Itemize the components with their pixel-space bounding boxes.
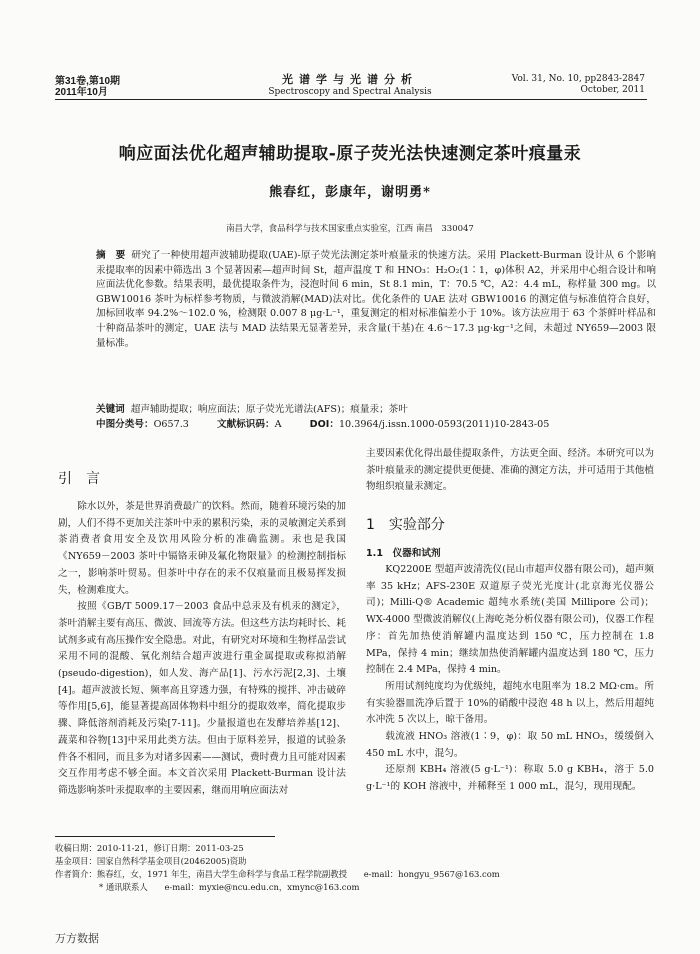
received-dates: 收稿日期：2010-11-21，修订日期：2011-03-25 [55,843,244,853]
intro-continuation-text: 主要因素优化得出最佳提取条件，方法更全面、经济。本研究可以为茶叶痕量汞的测定提供更便捷、准确的测定方法，并可适用于其他植物组织痕量汞测定。 [366,448,654,493]
volume-line: 第31卷,第10期 [55,76,121,87]
doi-value: 10.3964/j.issn.1000-0593(2011)10-2843-05 [338,419,550,430]
citation-line: Vol. 31, No. 10, pp2843-2847 [511,74,645,84]
footnotes [55,842,655,894]
abstract-text: 研究了一种使用超声波辅助提取(UAE)-原子荧光法测定茶叶痕量汞的快速方法。采用 Plackett-Burman 设计从 6 个影响汞提取率的因素中筛选出 3 个显著因素—超声时间 St，超声温度 T 和 HNO₃：H₂O₂(1∶1，φ)体积 A2，并采用中心组合设计和响应面法优化参数。结果表明，最优提取条件为，浸泡时间 6 min，St 8.1 min，T：70.5 ℃，A2：4.4 mL，称样量 300 mg。以 GBW10016 茶叶为标样参考物质，与微波消解(MAD)法对比。优化条件的 UAE 法对 GBW10016 的测定值与标准值符合良好，加标回收率 94.2%～102.0 %，检测限 0.007 8 μg·L⁻¹，重复测定的相对标准偏差小于 10%。该方法应用于 63 个茶鲜叶样品和十种商品茶叶的测定，UAE 法与 MAD 法结果无显著差异，汞含量(干基)在 4.6～17.3 μg·kg⁻¹之间，未超过 NY659—2003 限量标准。 [96,250,657,349]
footnote-rule [55,836,275,837]
intro-heading: 引 言 [58,471,100,487]
affiliation: 南昌大学，食品科学与技术国家重点实验室，江西 南昌 330047 [226,224,474,234]
doi-label: DOI： [309,419,339,430]
keywords-text: 超声辅助提取；响应面法；原子荧光光谱法(AFS)；痕量汞；茶叶 [130,404,408,415]
author-bio: 作者简介：熊春红，女，1971 年生，南昌大学生命科学与食品工程学院副教授 e-mail：hongyu_9567@163.com [55,869,500,879]
intro-paragraph-2: 按照《GB/T 5009.17－2003 食品中总汞及有机汞的测定》，茶叶消解主要有高压、微波、回流等方法。但这些方法均耗时长、耗试剂多或有高压操作安全隐患。对此，有研究对环境和生物样品尝试采用不同的混酸、氧化剂结合超声波进行重金属提取或称拟消解(pseudo-digestion)，如人发、海产品[1]、污水污泥[2,3]、土壤[4]。超声波波长短、频率高且穿透力强，有特殊的搅拌、冲击破碎等作用[5,6]，能显著提高固体物料中组分的提取效率，简化提取步骤、降低溶剂消耗及污染[7-11]。少量报道也在发酵培养基[12]、蔬菜和谷物[13]中采用此类方法。但由于原料差异，报道的试验条件各不相同，而且多为对诸多因素——测试，费时费力且可能对因素交互作用考虑不够全面。本文首次采用 Plackett-Burman 设计法筛选影响茶叶汞提取率的主要因素，继而用响应面法对 [58,601,346,796]
instruments-paragraph: KQ2200E 型超声波清洗仪(昆山市超声仪器有限公司)，超声频率 35 kHz；AFS-230E 双道原子荧光光度计(北京海光仪器公司)；Milli-Q® Academic 超纯水系统(美国 Millipore 公司)；WX-4000 型微波消解仪(上海屹尧分析仪器有限公司)，仪器工作程序：首先加热使消解罐内温度达到 150 ℃，压力控制在 1.8 MPa，保持 4 min；继续加热使消解罐内温度达到 180 ℃，压力控制在 2.4 MPa，保持 4 min。 [366,564,654,676]
classification-line [96,418,656,431]
experimental-body [366,562,654,796]
clc-label: 中图分类号： [96,419,154,430]
citation-date: October, 2011 [580,85,645,95]
abstract-label: 摘 要 [96,250,126,261]
fund-note: 基金项目：国家自然科学基金项目(20462005)资助 [55,856,247,866]
keywords [96,403,656,416]
clc-value: O657.3 [153,419,189,430]
subsection-1-1-heading: 1.1 仪器和试剂 [366,548,441,559]
intro-body [58,499,346,800]
intro-paragraph-1: 除水以外，茶是世界消费最广的饮料。然而，随着环境污染的加剧，人们不得不更加关注茶叶中汞的累积污染，汞的灵敏测定关系到茶消费者食用安全及饮用风险分析的准确监测。汞也是我国《NY659－2003 茶叶中镉铬汞砷及氟化物限量》的检测控制指标之一，影响茶叶贸易。但茶叶中存在的汞不仅痕量而且极易挥发损失，检测难度大。 [58,501,346,596]
date-line: 2011年10月 [55,87,108,98]
reagents-paragraph: 所用试剂纯度均为优级纯，超纯水电阻率为 18.2 MΩ·cm。所有实验器皿洗净后置于 10%的硝酸中浸泡 48 h 以上，然后用超纯水冲洗 5 次以上，晾干备用。 [366,680,654,726]
doc-code-value: A [274,419,282,430]
journal-name-cn: 光谱学与光谱分析 [282,73,418,86]
journal-name-en: Spectroscopy and Spectral Analysis [268,87,432,97]
journal-volume-issue [55,76,120,98]
paper-title: 响应面法优化超声辅助提取-原子荧光法快速测定茶叶痕量汞 [118,144,582,164]
header-rule [55,99,647,100]
doc-code-label: 文献标识码： [217,419,275,430]
section-1-heading: 1 实验部分 [366,517,445,533]
journal-name [200,74,500,98]
keywords-label: 关键词 [96,404,125,415]
reductant-paragraph: 还原剂 KBH₄ 溶液(5 g·L⁻¹)：称取 5.0 g KBH₄，溶于 5.0 g·L⁻¹的 KOH 溶液中，并稀释至 1 000 mL，混匀，现用现配。 [366,764,654,793]
intro-continuation [366,446,654,496]
corresponding-author: * 通讯联系人 e-mail：myxie@ncu.edu.cn，xmync@163.com [99,882,360,892]
abstract [96,249,656,351]
author-list: 熊春红，彭康年，谢明勇* [269,185,431,200]
journal-citation [512,74,645,96]
carrier-solution-paragraph: 载流液 HNO₃ 溶液(1∶9，φ)：取 50 mL HNO₃，缓缓倒入 450 mL 水中，混匀。 [366,731,654,759]
watermark: 万方数据 [55,932,99,945]
